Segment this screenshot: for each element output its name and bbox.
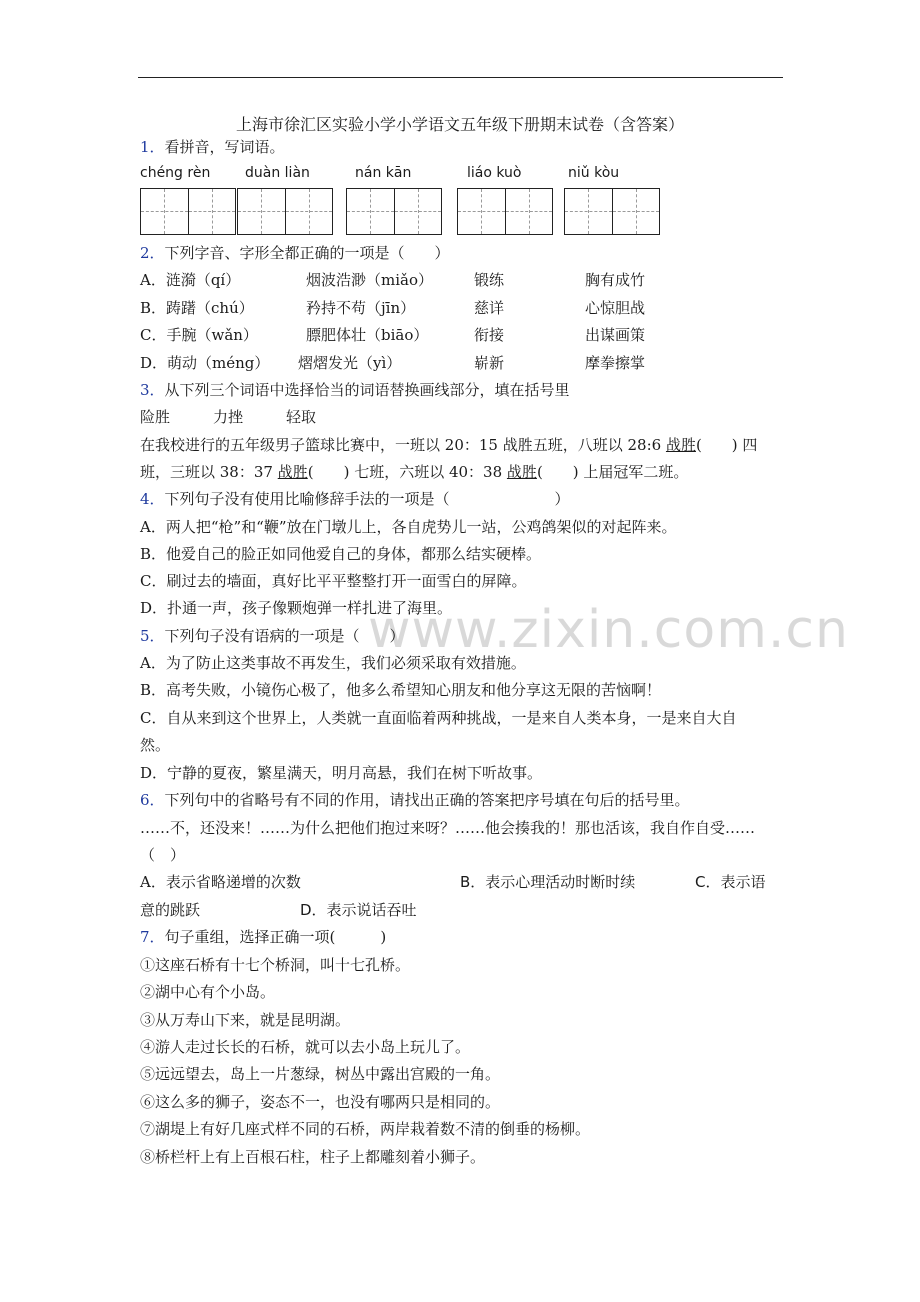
q2-option-b-word4: 心惊胆战 — [585, 299, 646, 317]
pinyin-2: duàn liàn — [245, 165, 310, 181]
question-text: 下列句中的省略号有不同的作用，请找出正确的答案把序号填在句后的括号里。 — [164, 791, 690, 809]
q2-option-a-word3: 锻练 — [474, 271, 505, 289]
q7-item-8: ⑧桥栏杆上有上百根石柱，柱子上都雕刻着小狮子。 — [140, 1148, 486, 1166]
question-1 — [140, 137, 285, 157]
pinyin-4: liáo kuò — [467, 165, 522, 181]
question-text: 从下列三个词语中选择恰当的词语替换画线部分，填在括号里 — [164, 381, 570, 399]
question-number: 6． — [140, 791, 165, 809]
question-3 — [140, 380, 570, 400]
q4-option-a: A．两人把“枪”和“鞭”放在门墩儿上，各自虎势儿一站，公鸡鸽架似的对起阵来。 — [140, 518, 677, 536]
q6-option-b: B．表示心理活动时断时续 — [460, 873, 636, 891]
question-text: 下列字音、字形全都正确的一项是（ ） — [164, 244, 450, 262]
question-2 — [140, 243, 450, 263]
q5-option-c: C．自从来到这个世界上，人类就一直面临着两种挑战，一是来自人类本身，一是来自大自 — [140, 709, 737, 727]
q7-item-5: ⑤远远望去，岛上一片葱绿，树丛中露出宫殿的一角。 — [140, 1065, 501, 1083]
q2-option-d-word3: 崭新 — [474, 354, 505, 372]
question-text: 句子重组，选择正确一项( ) — [164, 928, 387, 946]
q5-option-b: B．高考失败，小镜伤心极了，他多么希望知心朋友和他分享这无限的苦恼啊！ — [140, 681, 662, 699]
q2-option-c-word2: 膘肥体壮（biāo） — [306, 326, 429, 344]
q6-answer-blank[interactable]: （ ） — [140, 846, 186, 864]
writing-grid-5[interactable] — [564, 188, 660, 235]
q6-option-d: D．表示说话吞吐 — [300, 901, 417, 919]
q6-sentence: ……不，还没来！……为什么把他们抱过来呀？……他会揍我的！那也活该，我自作自受…… — [140, 819, 756, 837]
header-rule — [138, 77, 783, 78]
question-number: 2． — [140, 244, 165, 262]
answer-blank[interactable]: ( ) 七班，六班以 40：38 — [307, 463, 507, 481]
q7-item-3: ③从万寿山下来，就是昆明湖。 — [140, 1011, 351, 1029]
q5-option-d: D．宁静的夏夜，繁星满天，明月高悬，我们在树下听故事。 — [140, 764, 543, 782]
underlined-word: 战胜 — [506, 463, 537, 481]
page-title: 上海市徐汇区实验小学小学语文五年级下册期末试卷（含答案） — [235, 115, 684, 134]
word-choice-1: 险胜 — [140, 408, 171, 426]
question-7 — [140, 927, 386, 947]
q6-option-c: C．表示语 — [695, 873, 766, 891]
q2-option-a-word2: 烟波浩渺（miǎo） — [306, 271, 433, 289]
question-number: 3． — [140, 381, 165, 399]
question-text: 下列句子没有语病的一项是（ ） — [164, 627, 405, 645]
q2-option-b-word3: 慈详 — [474, 299, 505, 317]
q4-option-b: B．他爱自己的脸正如同他爱自己的身体，都那么结实硬棒。 — [140, 545, 542, 563]
q2-option-c-word3: 衔接 — [474, 326, 505, 344]
question-6 — [140, 790, 690, 810]
question-number: 4． — [140, 490, 165, 508]
q6-option-c-cont: 意的跳跃 — [140, 901, 201, 919]
q3-passage-line-1: 在我校进行的五年级男子篮球比赛中，一班以 20：15 战胜五班，八班以 28:6 战胜( ) 四 — [140, 436, 758, 454]
q7-item-1: ①这座石桥有十七个桥洞，叫十七孔桥。 — [140, 956, 411, 974]
q2-option-c: C．手腕（wǎn） — [140, 326, 258, 344]
q6-option-a: A．表示省略递增的次数 — [140, 873, 301, 891]
answer-blank[interactable]: ( ) 上届冠军二班。 — [536, 463, 689, 481]
pinyin-3: nán kān — [355, 165, 412, 181]
underlined-word: 战胜 — [277, 463, 308, 481]
writing-grid-4[interactable] — [457, 188, 553, 235]
q4-option-c: C．刷过去的墙面，真好比平平整整打开一面雪白的屏障。 — [140, 572, 527, 590]
pinyin-1: chéng rèn — [140, 165, 211, 181]
writing-grid-2[interactable] — [237, 188, 333, 235]
q2-option-d: D．萌动（méng） — [140, 354, 270, 372]
q5-option-c-cont: 然。 — [140, 736, 171, 754]
question-4 — [140, 489, 570, 509]
word-choice-2: 力挫 — [213, 408, 244, 426]
question-5 — [140, 626, 405, 646]
question-number: 7． — [140, 928, 165, 946]
question-number: 5． — [140, 627, 165, 645]
watermark: www.zixin.com.cn — [368, 600, 849, 660]
q3-passage-line-2: 班，三班以 38：37 战胜( ) 七班，六班以 40：38 战胜( ) 上届冠军二班。 — [140, 463, 689, 481]
q2-option-d-word4: 摩拳擦掌 — [585, 354, 646, 372]
q5-option-a: A．为了防止这类事故不再发生，我们必须采取有效措施。 — [140, 654, 526, 672]
q2-option-b-word2: 矜持不苟（jīn） — [306, 299, 416, 317]
pinyin-5: niǔ kòu — [568, 165, 620, 181]
q7-item-2: ②湖中心有个小岛。 — [140, 983, 276, 1001]
q4-option-d: D．扑通一声，孩子像颗炮弹一样扎进了海里。 — [140, 599, 453, 617]
q7-item-4: ④游人走过长长的石桥，就可以去小岛上玩儿了。 — [140, 1038, 471, 1056]
writing-grid-1[interactable] — [140, 188, 236, 235]
q2-option-a-word4: 胸有成竹 — [585, 271, 646, 289]
question-text: 看拼音，写词语。 — [164, 138, 285, 156]
q7-item-7: ⑦湖堤上有好几座式样不同的石桥，两岸栽着数不清的倒垂的杨柳。 — [140, 1120, 591, 1138]
q2-option-b: B．踌躇（chú） — [140, 299, 254, 317]
q2-option-c-word4: 出谋画策 — [585, 326, 646, 344]
q7-item-6: ⑥这么多的狮子，姿态不一，也没有哪两只是相同的。 — [140, 1093, 501, 1111]
answer-blank[interactable]: ( ) 四 — [695, 436, 758, 454]
question-text: 下列句子没有使用比喻修辞手法的一项是（ ） — [164, 490, 570, 508]
word-choice-3: 轻取 — [286, 408, 317, 426]
writing-grid-3[interactable] — [346, 188, 442, 235]
question-number: 1． — [140, 138, 165, 156]
underlined-word: 战胜 — [665, 436, 696, 454]
q2-option-d-word2: 熠熠发光（yì） — [298, 354, 402, 372]
q2-option-a: A．涟漪（qí） — [140, 271, 241, 289]
